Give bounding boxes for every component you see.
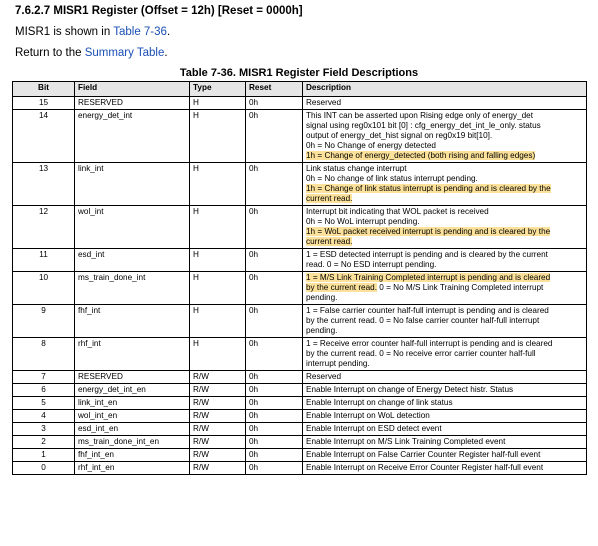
description-line — [306, 339, 583, 349]
description-text: Enable Interrupt on WoL detection — [306, 411, 430, 420]
type-cell: R/W — [190, 449, 246, 462]
table-link[interactable]: Table 7-36 — [113, 26, 167, 38]
description-text: 1 = ESD detected interrupt is pending and is cleared by the current — [306, 250, 548, 259]
field-cell: rhf_int — [75, 338, 190, 371]
table-header-row — [13, 82, 587, 97]
type-cell: H — [190, 206, 246, 249]
type-cell: R/W — [190, 462, 246, 475]
reset-cell: 0h — [246, 436, 303, 449]
description-cell — [303, 110, 587, 163]
description-line — [306, 398, 583, 408]
highlighted-text: 1h = Change of link status interrupt is pending and is cleared by the — [306, 184, 551, 193]
bit-cell: 6 — [13, 384, 75, 397]
reset-cell: 0h — [246, 371, 303, 384]
description-text: Enable Interrupt on False Carrier Counter Register half-full event — [306, 450, 541, 459]
type-cell: H — [190, 110, 246, 163]
type-cell: R/W — [190, 410, 246, 423]
highlighted-text: current read. — [306, 237, 353, 246]
description-line — [306, 349, 583, 359]
description-text: Link status change interrupt — [306, 164, 407, 173]
bit-cell: 3 — [13, 423, 75, 436]
description-text: pending. — [306, 293, 338, 302]
bit-cell: 13 — [13, 163, 75, 206]
reset-cell: 0h — [246, 97, 303, 110]
description-cell — [303, 449, 587, 462]
bit-cell: 8 — [13, 338, 75, 371]
reset-cell: 0h — [246, 410, 303, 423]
description-text: by the current read. 0 = No false carrier counter half-full interrupt — [306, 316, 540, 325]
bit-cell: 2 — [13, 436, 75, 449]
reset-cell: 0h — [246, 449, 303, 462]
description-text: Interrupt bit indicating that WOL packet is received — [306, 207, 489, 216]
field-cell: wol_int — [75, 206, 190, 249]
description-line — [306, 174, 583, 184]
description-line — [306, 194, 583, 204]
type-cell: R/W — [190, 436, 246, 449]
description-line — [306, 424, 583, 434]
reset-cell: 0h — [246, 272, 303, 305]
highlighted-text: current read. — [306, 194, 353, 203]
table-row — [13, 338, 587, 371]
field-cell: RESERVED — [75, 371, 190, 384]
description-text: Enable Interrupt on Receive Error Counter Register half-full event — [306, 463, 544, 472]
description-cell — [303, 249, 587, 272]
description-line — [306, 260, 583, 270]
description-text: read. 0 = No ESD interrupt pending. — [306, 260, 437, 269]
field-cell: energy_det_int — [75, 110, 190, 163]
description-text: Reserved — [306, 372, 342, 381]
description-line — [306, 385, 583, 395]
description-text: output of energy_det_hist signal on reg0x19 bit[10]. — [306, 131, 493, 140]
field-cell: ms_train_done_int — [75, 272, 190, 305]
description-line — [306, 250, 583, 260]
description-text: pending. — [306, 326, 338, 335]
bit-cell: 12 — [13, 206, 75, 249]
description-text: by the current read. 0 = No receive error carrier counter half-full — [306, 349, 536, 358]
description-text: 0h = No Change of energy detected — [306, 141, 436, 150]
description-line — [306, 227, 583, 237]
description-line — [306, 141, 583, 151]
type-cell: H — [190, 272, 246, 305]
type-cell: H — [190, 163, 246, 206]
reset-cell: 0h — [246, 397, 303, 410]
table-row — [13, 462, 587, 475]
reset-cell: 0h — [246, 110, 303, 163]
field-cell: rhf_int_en — [75, 462, 190, 475]
bit-cell: 9 — [13, 305, 75, 338]
description-line — [306, 411, 583, 421]
field-cell: RESERVED — [75, 97, 190, 110]
reset-cell: 0h — [246, 206, 303, 249]
table-row — [13, 97, 587, 110]
highlighted-text: by the current read. — [306, 283, 377, 292]
description-text: 1 = False carrier counter half-full interrupt is pending and is cleared — [306, 306, 549, 315]
description-text: 1 = Receive error counter half-full interrupt is pending and is cleared — [306, 339, 553, 348]
description-text: 0h = No WoL interrupt pending. — [306, 217, 420, 226]
description-line — [306, 217, 583, 227]
table-row — [13, 410, 587, 423]
description-text: interrupt pending. — [306, 359, 370, 368]
description-line — [306, 463, 583, 473]
field-cell: esd_int — [75, 249, 190, 272]
type-cell: H — [190, 97, 246, 110]
reset-cell: 0h — [246, 305, 303, 338]
description-cell — [303, 305, 587, 338]
field-cell: ms_train_done_int_en — [75, 436, 190, 449]
description-line — [306, 111, 583, 121]
description-line — [306, 306, 583, 316]
description-text: Reserved — [306, 98, 342, 107]
description-cell — [303, 272, 587, 305]
table-row — [13, 249, 587, 272]
table-row — [13, 206, 587, 249]
bit-cell: 0 — [13, 462, 75, 475]
description-line — [306, 207, 583, 217]
highlighted-text: 1 = M/S Link Training Completed interrupt is pending and is cleared — [306, 273, 551, 282]
field-cell: esd_int_en — [75, 423, 190, 436]
description-line — [306, 293, 583, 303]
description-cell — [303, 371, 587, 384]
shown-in-suffix: . — [166, 26, 171, 38]
highlighted-text: 1h = Change of energy_detected (both rising and falling edges) — [306, 151, 536, 160]
type-cell: H — [190, 338, 246, 371]
type-cell: H — [190, 249, 246, 272]
table-row — [13, 423, 587, 436]
column-header-bit: Bit — [13, 82, 75, 97]
field-cell: link_int_en — [75, 397, 190, 410]
description-cell — [303, 462, 587, 475]
type-cell: H — [190, 305, 246, 338]
bit-cell: 14 — [13, 110, 75, 163]
description-cell — [303, 423, 587, 436]
return-paragraph — [15, 47, 168, 59]
summary-table-link[interactable]: Summary Table — [84, 47, 165, 59]
description-text: signal using reg0x101 bit [0] : cfg_energy_det_int_le_only. status — [306, 121, 541, 130]
table-caption: Table 7-36. MISR1 Register Field Descriptions — [179, 67, 419, 79]
table-row — [13, 449, 587, 462]
field-cell: fhf_int — [75, 305, 190, 338]
description-text: Enable Interrupt on change of Energy Detect histr. Status — [306, 385, 514, 394]
table-row — [13, 110, 587, 163]
description-line — [306, 326, 583, 336]
description-line — [306, 98, 583, 108]
description-line — [306, 283, 583, 293]
description-cell — [303, 410, 587, 423]
table-row — [13, 436, 587, 449]
field-cell: link_int — [75, 163, 190, 206]
type-cell: R/W — [190, 384, 246, 397]
bit-cell: 5 — [13, 397, 75, 410]
bit-cell: 7 — [13, 371, 75, 384]
reset-cell: 0h — [246, 423, 303, 436]
description-cell — [303, 97, 587, 110]
bit-cell: 15 — [13, 97, 75, 110]
description-line — [306, 237, 583, 247]
description-line — [306, 151, 583, 161]
description-cell — [303, 397, 587, 410]
field-cell: wol_int_en — [75, 410, 190, 423]
reset-cell: 0h — [246, 462, 303, 475]
table-row — [13, 371, 587, 384]
reset-cell: 0h — [246, 249, 303, 272]
column-header-type: Type — [190, 82, 246, 97]
section-heading: 7.6.2.7 MISR1 Register (Offset = 12h) [Reset = 0000h] — [15, 5, 303, 17]
description-line — [306, 437, 583, 447]
return-suffix: . — [164, 47, 168, 59]
description-cell — [303, 163, 587, 206]
shown-in-paragraph — [15, 26, 170, 38]
description-line — [306, 131, 583, 141]
table-row — [13, 272, 587, 305]
table-row — [13, 384, 587, 397]
bit-cell: 4 — [13, 410, 75, 423]
description-text: 0 = No M/S Link Training Completed interrupt — [377, 283, 544, 292]
description-line — [306, 359, 583, 369]
register-field-table — [12, 81, 587, 475]
highlighted-text: 1h = WoL packet received interrupt is pending and is cleared by the — [306, 227, 551, 236]
table-row — [13, 397, 587, 410]
column-header-field: Field — [75, 82, 190, 97]
description-line — [306, 121, 583, 131]
table-row — [13, 305, 587, 338]
description-line — [306, 273, 583, 283]
field-cell: energy_det_int_en — [75, 384, 190, 397]
description-text: Enable Interrupt on change of link status — [306, 398, 453, 407]
description-line — [306, 372, 583, 382]
column-header-reset: Reset — [246, 82, 303, 97]
reset-cell: 0h — [246, 384, 303, 397]
description-text: 0h = No change of link status interrupt pending. — [306, 174, 478, 183]
description-cell — [303, 436, 587, 449]
description-line — [306, 316, 583, 326]
description-text: Enable Interrupt on ESD detect event — [306, 424, 442, 433]
shown-in-text: MISR1 is shown in — [15, 26, 114, 38]
description-text: Enable Interrupt on M/S Link Training Completed event — [306, 437, 506, 446]
return-text: Return to the — [15, 47, 85, 59]
table-body — [13, 97, 587, 475]
bit-cell: 10 — [13, 272, 75, 305]
type-cell: R/W — [190, 423, 246, 436]
table-row — [13, 163, 587, 206]
description-cell — [303, 206, 587, 249]
bit-cell: 11 — [13, 249, 75, 272]
column-header-description: Description — [303, 82, 587, 97]
description-cell — [303, 384, 587, 397]
description-cell — [303, 338, 587, 371]
type-cell: R/W — [190, 397, 246, 410]
bit-cell: 1 — [13, 449, 75, 462]
type-cell: R/W — [190, 371, 246, 384]
description-text: This INT can be asserted upon Rising edge only of energy_det — [306, 111, 533, 120]
reset-cell: 0h — [246, 163, 303, 206]
reset-cell: 0h — [246, 338, 303, 371]
description-line — [306, 450, 583, 460]
description-line — [306, 164, 583, 174]
description-line — [306, 184, 583, 194]
field-cell: fhf_int_en — [75, 449, 190, 462]
